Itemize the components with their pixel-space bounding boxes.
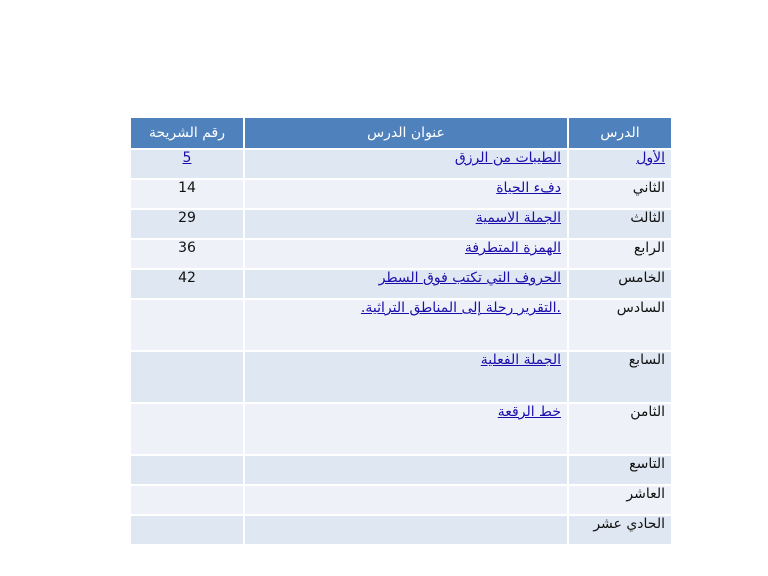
lesson-name: الثاني — [632, 180, 665, 196]
lesson-title-link[interactable]: .التقرير رحلة إلى المناطق التراثية. — [360, 300, 561, 316]
title-cell — [244, 239, 568, 269]
lesson-cell — [568, 351, 672, 403]
lesson-cell — [568, 269, 672, 299]
header-title: عنوان الدرس — [244, 117, 568, 149]
slide-number-cell — [130, 403, 244, 455]
table-body — [130, 149, 672, 545]
lesson-cell — [568, 299, 672, 351]
title-cell — [244, 269, 568, 299]
lesson-name: الخامس — [618, 270, 665, 286]
table-row — [130, 239, 672, 269]
lesson-cell — [568, 239, 672, 269]
table-header-row — [130, 117, 672, 149]
slide-number-cell — [130, 455, 244, 485]
title-cell — [244, 485, 568, 515]
title-cell — [244, 515, 568, 545]
table-row — [130, 179, 672, 209]
slide-number: 14 — [178, 180, 196, 196]
lesson-cell — [568, 149, 672, 179]
slide-number-cell — [130, 515, 244, 545]
title-cell — [244, 351, 568, 403]
lesson-cell — [568, 403, 672, 455]
slide-number-cell — [130, 485, 244, 515]
slide-number-cell — [130, 209, 244, 239]
lesson-cell — [568, 515, 672, 545]
lesson-name: الحادي عشر — [593, 516, 665, 532]
lesson-title-link[interactable]: الجملة الفعلية — [480, 352, 561, 368]
title-cell — [244, 299, 568, 351]
slide-number-cell — [130, 149, 244, 179]
title-cell — [244, 455, 568, 485]
lesson-name: الثامن — [630, 404, 665, 420]
lesson-name: السادس — [616, 300, 665, 316]
lesson-cell — [568, 209, 672, 239]
slide-number-cell — [130, 351, 244, 403]
slide-number-cell — [130, 299, 244, 351]
table-row — [130, 455, 672, 485]
slide-number: 29 — [178, 210, 196, 226]
slide-number: 42 — [178, 270, 196, 286]
slide-number[interactable]: 5 — [182, 150, 192, 166]
lesson-title-link[interactable]: الجملة الاسمية — [475, 210, 561, 226]
table-row — [130, 299, 672, 351]
lesson-name: الثالث — [630, 210, 665, 226]
lesson-name: الرابع — [633, 240, 665, 256]
table-row — [130, 403, 672, 455]
lesson-cell — [568, 455, 672, 485]
title-cell — [244, 149, 568, 179]
table-row — [130, 149, 672, 179]
slide-number: 36 — [178, 240, 196, 256]
title-cell — [244, 403, 568, 455]
header-slide-number: رقم الشريحة — [130, 117, 244, 149]
header-lesson: الدرس — [568, 117, 672, 149]
lesson-title-link[interactable]: دفء الحياة — [496, 180, 561, 196]
table-row — [130, 209, 672, 239]
lesson-name: السابع — [628, 352, 665, 368]
slide-number-cell — [130, 269, 244, 299]
slide-number-cell — [130, 179, 244, 209]
lesson-title-link[interactable]: خط الرقعة — [497, 404, 561, 420]
lesson-title-link[interactable]: الطيبات من الرزق — [454, 150, 561, 166]
table-row — [130, 485, 672, 515]
lesson-cell — [568, 485, 672, 515]
lesson-cell — [568, 179, 672, 209]
slide-number-cell — [130, 239, 244, 269]
lesson-title-link[interactable]: الحروف التي تكتب فوق السطر — [378, 270, 561, 286]
lessons-table — [129, 116, 673, 546]
title-cell — [244, 179, 568, 209]
table-row — [130, 351, 672, 403]
lesson-name: العاشر — [626, 486, 665, 502]
lesson-title-link[interactable]: الهمزة المتطرفة — [464, 240, 561, 256]
lesson-name: التاسع — [629, 456, 665, 472]
title-cell — [244, 209, 568, 239]
table-row — [130, 515, 672, 545]
table-row — [130, 269, 672, 299]
lesson-name[interactable]: الأول — [636, 150, 665, 166]
